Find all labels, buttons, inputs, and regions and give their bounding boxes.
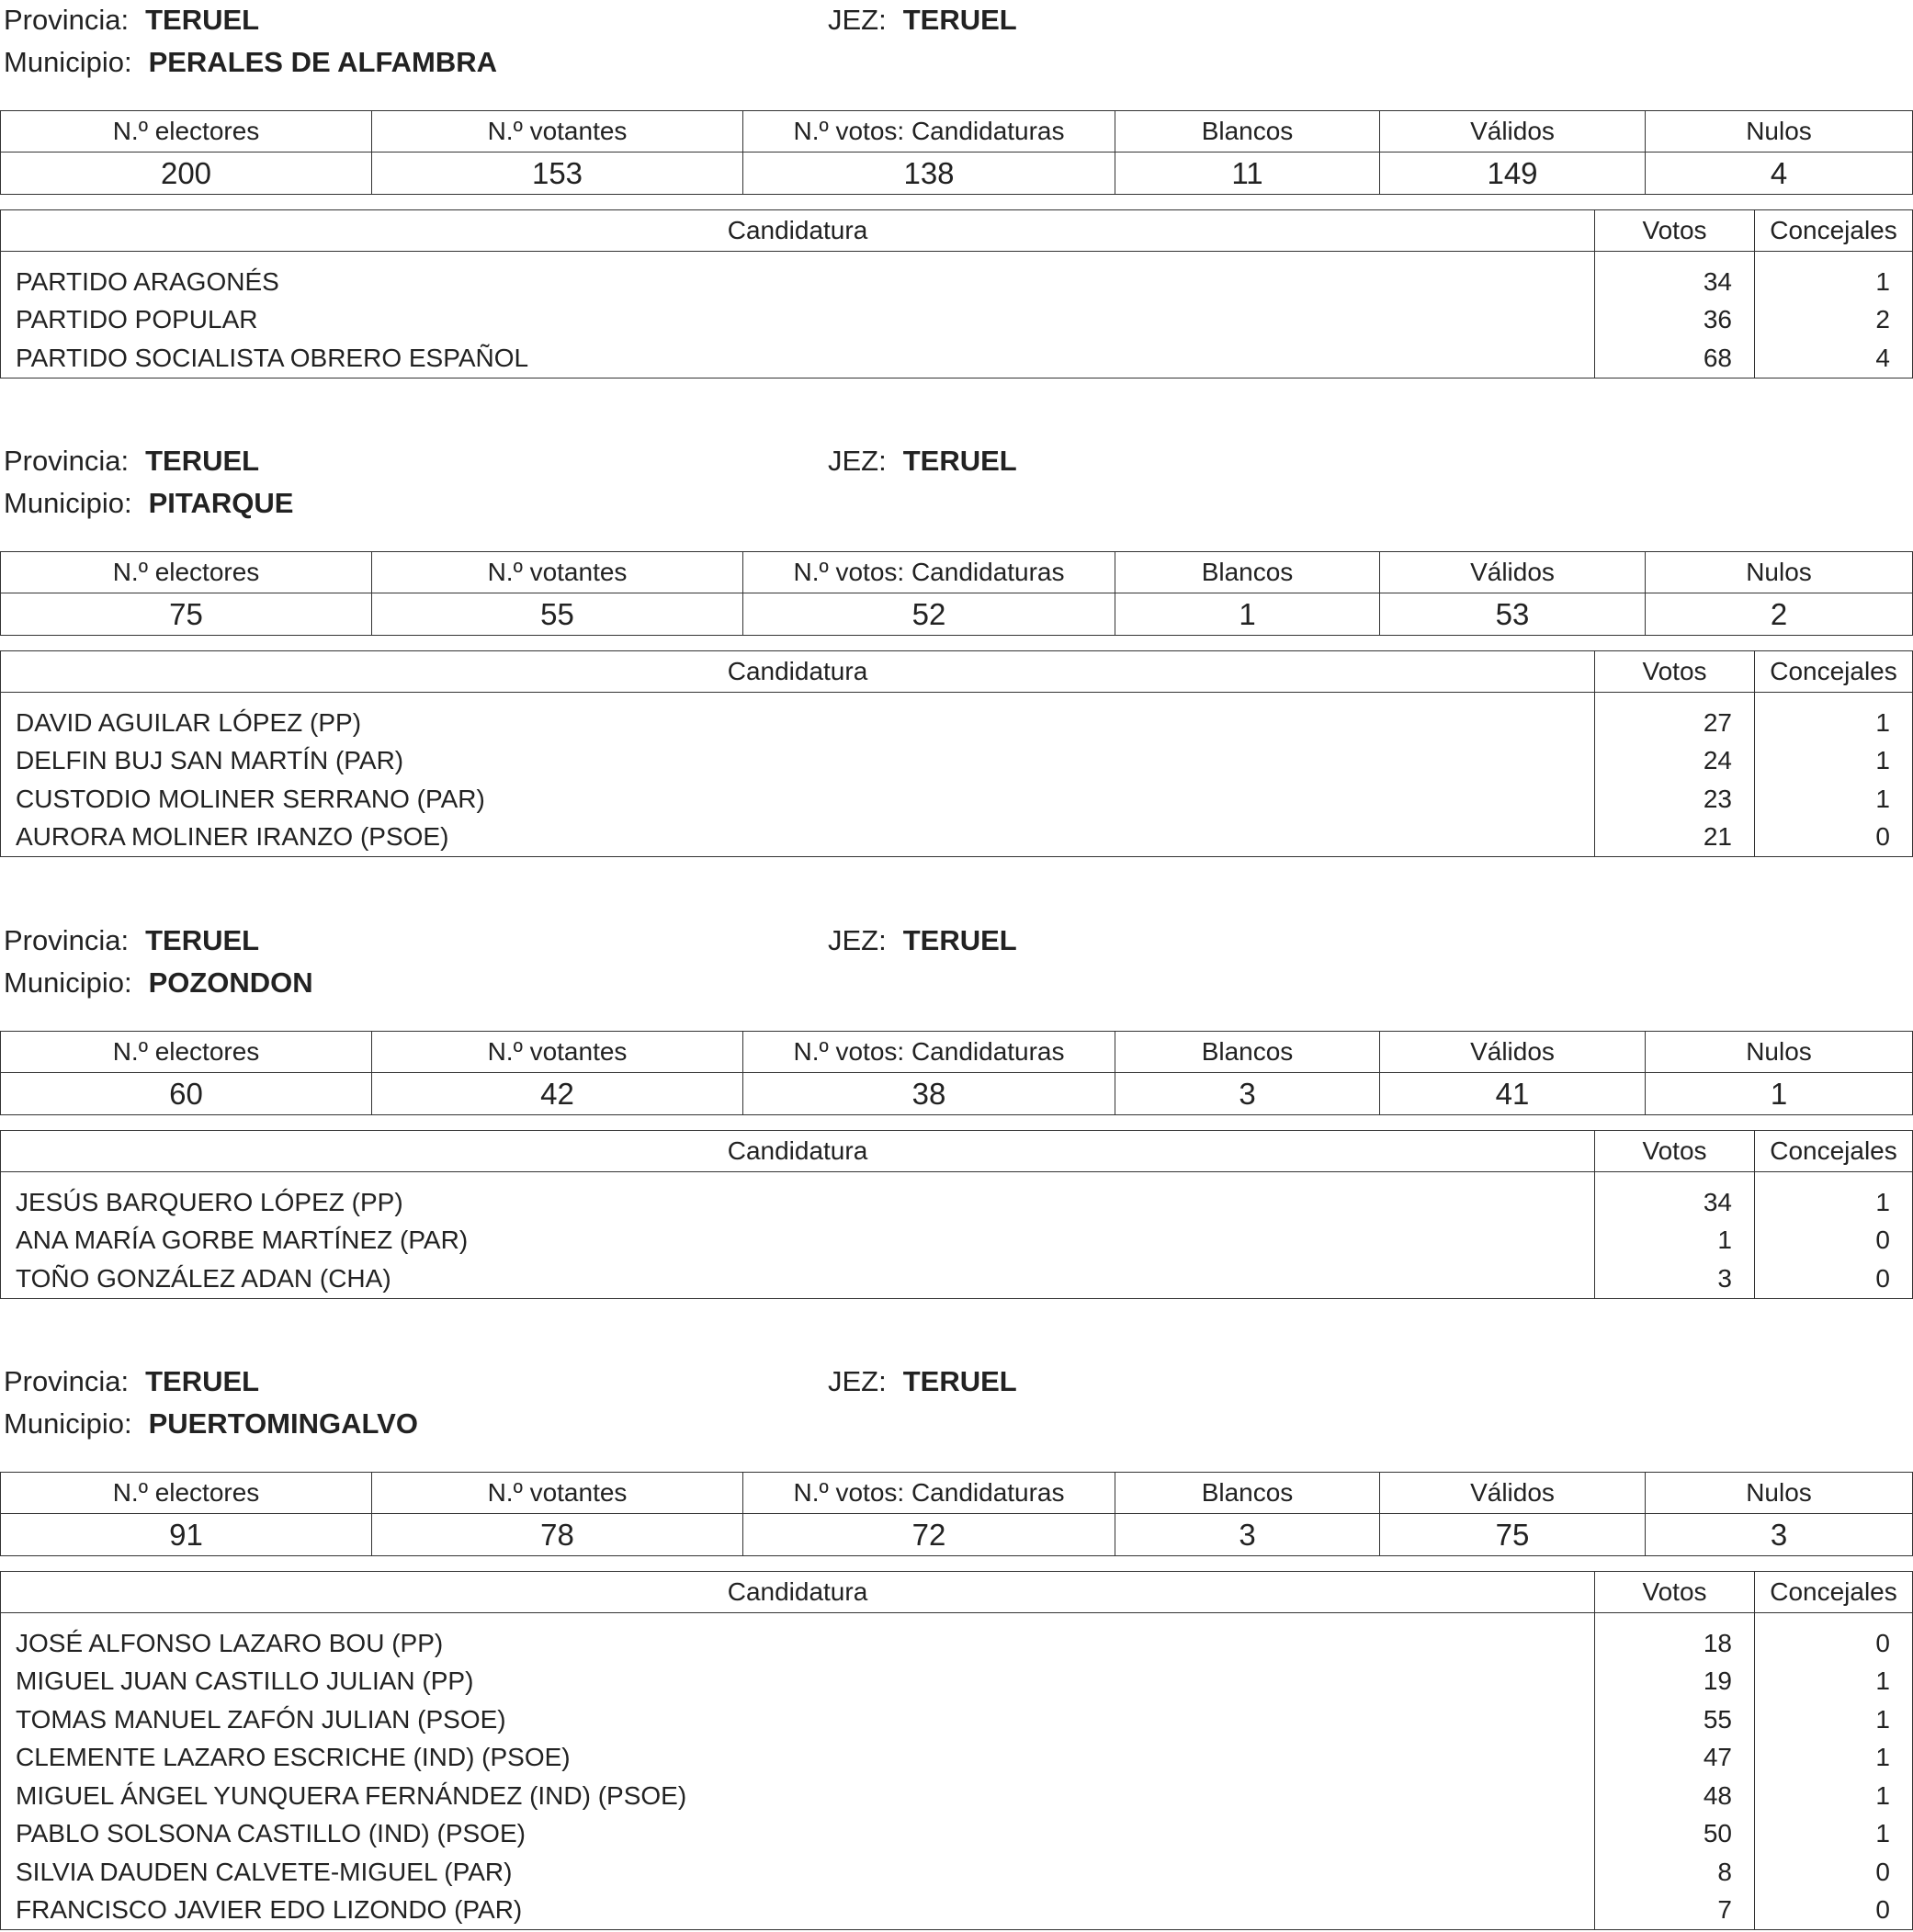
- spacer-cell: [1, 1613, 1595, 1625]
- section-header: [0, 441, 1913, 525]
- candidatura-row: [1, 301, 1913, 340]
- provincia-value: TERUEL: [145, 924, 260, 956]
- provincia-label: Provincia:: [4, 924, 130, 956]
- stats-table: [0, 1472, 1913, 1556]
- stats-value-blancos: 1: [1115, 593, 1380, 636]
- candidatura-votos: 50: [1595, 1815, 1755, 1854]
- jez-label: JEZ:: [828, 4, 887, 36]
- stats-header-validos: Válidos: [1380, 1032, 1646, 1073]
- spacer-cell: [1755, 252, 1913, 264]
- candidatura-concejales: 0: [1755, 1892, 1913, 1930]
- spacer-cell: [1595, 252, 1755, 264]
- candidatura-votos: 21: [1595, 819, 1755, 857]
- spacer-cell: [1595, 1172, 1755, 1184]
- stats-header-nulos: Nulos: [1646, 1032, 1913, 1073]
- candidatura-concejales: 1: [1755, 704, 1913, 742]
- candidatura-row: [1, 1853, 1913, 1892]
- votos-header: Votos: [1595, 210, 1755, 252]
- spacer-row: [1, 693, 1913, 705]
- municipio-line: [4, 965, 313, 1001]
- stats-header-votos-candidaturas: N.º votos: Candidaturas: [743, 1032, 1115, 1073]
- stats-value-votos-candidaturas: 38: [743, 1073, 1115, 1115]
- municipality-section: [0, 1361, 1913, 1925]
- candidatura-concejales: 0: [1755, 819, 1913, 857]
- stats-value-row: [1, 153, 1913, 195]
- stats-value-votantes: 78: [372, 1514, 743, 1556]
- stats-value-blancos: 3: [1115, 1073, 1380, 1115]
- candidatura-concejales: 1: [1755, 263, 1913, 301]
- provincia-line: [4, 443, 259, 480]
- candidatura-concejales: 1: [1755, 1183, 1913, 1222]
- stats-header-electores: N.º electores: [1, 1032, 372, 1073]
- candidatura-votos: 18: [1595, 1624, 1755, 1663]
- stats-value-nulos: 1: [1646, 1073, 1913, 1115]
- stats-header-electores: N.º electores: [1, 1473, 372, 1514]
- candidatura-votos: 1: [1595, 1222, 1755, 1260]
- stats-header-blancos: Blancos: [1115, 1032, 1380, 1073]
- spacer-cell: [1755, 693, 1913, 705]
- spacer-row: [1, 1172, 1913, 1184]
- stats-header-row: [1, 552, 1913, 593]
- stats-value-row: [1, 1073, 1913, 1115]
- candidatura-name: TOÑO GONZÁLEZ ADAN (CHA): [16, 1263, 391, 1293]
- candidatura-votos: 24: [1595, 742, 1755, 781]
- stats-value-votantes: 55: [372, 593, 743, 636]
- candidatura-concejales: 0: [1755, 1222, 1913, 1260]
- candidatura-row: [1, 742, 1913, 781]
- spacer-cell: [1595, 1613, 1755, 1625]
- stats-value-validos: 41: [1380, 1073, 1646, 1115]
- candidatura-concejales: 0: [1755, 1853, 1913, 1892]
- stats-value-blancos: 3: [1115, 1514, 1380, 1556]
- stats-value-votos-candidaturas: 72: [743, 1514, 1115, 1556]
- candidatura-row: [1, 1260, 1913, 1298]
- jez-label: JEZ:: [828, 924, 887, 956]
- candidatura-name: TOMAS MANUEL ZAFÓN JULIAN (PSOE): [16, 1704, 506, 1734]
- candidatura-row: [1, 1892, 1913, 1930]
- stats-header-votos-candidaturas: N.º votos: Candidaturas: [743, 552, 1115, 593]
- candidatura-name: JESÚS BARQUERO LÓPEZ (PP): [16, 1187, 403, 1216]
- jez-label: JEZ:: [828, 1365, 887, 1397]
- stats-header-votantes: N.º votantes: [372, 1032, 743, 1073]
- candidatura-name: PARTIDO POPULAR: [16, 305, 258, 334]
- municipality-section: [0, 921, 1913, 1293]
- municipio-label: Municipio:: [4, 966, 132, 999]
- candidatura-votos: 27: [1595, 704, 1755, 742]
- candidatura-concejales: 1: [1755, 1739, 1913, 1778]
- jez-line: [828, 1363, 1017, 1400]
- municipio-line: [4, 485, 293, 522]
- candidatura-header: Candidatura: [1, 1572, 1595, 1613]
- provincia-line: [4, 922, 259, 959]
- provincia-label: Provincia:: [4, 4, 130, 36]
- stats-header-nulos: Nulos: [1646, 111, 1913, 153]
- candidatura-row: [1, 704, 1913, 742]
- candidatura-name: PARTIDO ARAGONÉS: [16, 266, 279, 296]
- municipio-line: [4, 1406, 418, 1442]
- candidatura-row: [1, 1663, 1913, 1701]
- candidatura-row: [1, 263, 1913, 301]
- candidatura-name: JOSÉ ALFONSO LAZARO BOU (PP): [16, 1628, 444, 1657]
- stats-header-electores: N.º electores: [1, 552, 372, 593]
- concejales-header: Concejales: [1755, 1572, 1913, 1613]
- stats-header-row: [1, 1032, 1913, 1073]
- municipio-value: PERALES DE ALFAMBRA: [148, 46, 498, 78]
- candidaturas-header-row: [1, 1131, 1913, 1172]
- stats-header-votos-candidaturas: N.º votos: Candidaturas: [743, 1473, 1115, 1514]
- candidatura-name: MIGUEL JUAN CASTILLO JULIAN (PP): [16, 1666, 474, 1696]
- candidatura-name: DAVID AGUILAR LÓPEZ (PP): [16, 707, 362, 737]
- municipio-value: POZONDON: [148, 966, 313, 999]
- spacer-cell: [1755, 1172, 1913, 1184]
- spacer-row: [1, 1613, 1913, 1625]
- candidatura-votos: 55: [1595, 1700, 1755, 1739]
- stats-header-validos: Válidos: [1380, 111, 1646, 153]
- candidaturas-table: [0, 1571, 1913, 1930]
- provincia-value: TERUEL: [145, 1365, 260, 1397]
- stats-table: [0, 110, 1913, 195]
- candidatura-concejales: 0: [1755, 1624, 1913, 1663]
- candidaturas-header-row: [1, 651, 1913, 693]
- candidatura-name: SILVIA DAUDEN CALVETE-MIGUEL (PAR): [16, 1857, 513, 1886]
- candidatura-concejales: 1: [1755, 780, 1913, 819]
- candidatura-concejales: 2: [1755, 301, 1913, 340]
- municipality-section: [0, 0, 1913, 372]
- candidatura-row: [1, 1183, 1913, 1222]
- stats-table: [0, 551, 1913, 636]
- candidatura-votos: 19: [1595, 1663, 1755, 1701]
- stats-header-blancos: Blancos: [1115, 552, 1380, 593]
- stats-value-votos-candidaturas: 52: [743, 593, 1115, 636]
- candidaturas-table: [0, 650, 1913, 857]
- stats-value-electores: 200: [1, 153, 372, 195]
- provincia-label: Provincia:: [4, 445, 130, 477]
- candidatura-row: [1, 1700, 1913, 1739]
- votos-header: Votos: [1595, 1572, 1755, 1613]
- candidatura-name: DELFIN BUJ SAN MARTÍN (PAR): [16, 746, 404, 775]
- candidatura-votos: 8: [1595, 1853, 1755, 1892]
- provincia-label: Provincia:: [4, 1365, 130, 1397]
- stats-value-votantes: 42: [372, 1073, 743, 1115]
- municipio-label: Municipio:: [4, 46, 132, 78]
- candidatura-row: [1, 1777, 1913, 1815]
- stats-header-nulos: Nulos: [1646, 552, 1913, 593]
- municipio-value: PUERTOMINGALVO: [148, 1407, 418, 1440]
- candidatura-concejales: 1: [1755, 1700, 1913, 1739]
- candidatura-row: [1, 1739, 1913, 1778]
- candidatura-votos: 3: [1595, 1260, 1755, 1298]
- candidatura-concejales: 4: [1755, 339, 1913, 378]
- candidatura-votos: 34: [1595, 263, 1755, 301]
- provincia-line: [4, 1363, 259, 1400]
- stats-value-row: [1, 1514, 1913, 1556]
- candidatura-votos: 47: [1595, 1739, 1755, 1778]
- candidatura-votos: 34: [1595, 1183, 1755, 1222]
- candidaturas-table: [0, 1130, 1913, 1299]
- municipio-label: Municipio:: [4, 487, 132, 519]
- candidatura-name: MIGUEL ÁNGEL YUNQUERA FERNÁNDEZ (IND) (PSOE): [16, 1780, 687, 1810]
- stats-value-votos-candidaturas: 138: [743, 153, 1115, 195]
- stats-header-row: [1, 1473, 1913, 1514]
- jez-value: TERUEL: [902, 4, 1017, 36]
- candidatura-votos: 68: [1595, 339, 1755, 378]
- candidatura-row: [1, 1222, 1913, 1260]
- stats-value-votantes: 153: [372, 153, 743, 195]
- jez-value: TERUEL: [902, 1365, 1017, 1397]
- candidatura-votos: 48: [1595, 1777, 1755, 1815]
- stats-header-validos: Válidos: [1380, 1473, 1646, 1514]
- stats-header-votantes: N.º votantes: [372, 552, 743, 593]
- spacer-cell: [1, 693, 1595, 705]
- stats-value-validos: 53: [1380, 593, 1646, 636]
- stats-value-nulos: 3: [1646, 1514, 1913, 1556]
- jez-label: JEZ:: [828, 445, 887, 477]
- stats-value-validos: 149: [1380, 153, 1646, 195]
- stats-header-nulos: Nulos: [1646, 1473, 1913, 1514]
- stats-table: [0, 1031, 1913, 1115]
- section-header: [0, 1361, 1913, 1446]
- candidatura-concejales: 1: [1755, 1815, 1913, 1854]
- candidatura-name: PARTIDO SOCIALISTA OBRERO ESPAÑOL: [16, 343, 529, 372]
- concejales-header: Concejales: [1755, 1131, 1913, 1172]
- candidatura-concejales: 1: [1755, 1663, 1913, 1701]
- spacer-cell: [1755, 1613, 1913, 1625]
- spacer-cell: [1595, 693, 1755, 705]
- candidaturas-header-row: [1, 210, 1913, 252]
- candidatura-name: FRANCISCO JAVIER EDO LIZONDO (PAR): [16, 1895, 523, 1925]
- candidatura-votos: 23: [1595, 780, 1755, 819]
- stats-value-electores: 75: [1, 593, 372, 636]
- provincia-line: [4, 2, 259, 39]
- candidatura-name: PABLO SOLSONA CASTILLO (IND) (PSOE): [16, 1819, 526, 1848]
- stats-header-validos: Válidos: [1380, 552, 1646, 593]
- municipio-label: Municipio:: [4, 1407, 132, 1440]
- municipio-value: PITARQUE: [148, 487, 294, 519]
- candidatura-votos: 7: [1595, 1892, 1755, 1930]
- municipio-line: [4, 44, 497, 81]
- stats-value-electores: 60: [1, 1073, 372, 1115]
- spacer-cell: [1, 252, 1595, 264]
- candidatura-row: [1, 1815, 1913, 1854]
- stats-value-blancos: 11: [1115, 153, 1380, 195]
- stats-value-nulos: 4: [1646, 153, 1913, 195]
- candidatura-header: Candidatura: [1, 1131, 1595, 1172]
- stats-header-blancos: Blancos: [1115, 111, 1380, 153]
- jez-line: [828, 2, 1017, 39]
- stats-header-blancos: Blancos: [1115, 1473, 1380, 1514]
- candidatura-name: AURORA MOLINER IRANZO (PSOE): [16, 822, 449, 852]
- candidatura-concejales: 0: [1755, 1260, 1913, 1298]
- candidatura-concejales: 1: [1755, 1777, 1913, 1815]
- stats-header-electores: N.º electores: [1, 111, 372, 153]
- candidaturas-table: [0, 209, 1913, 378]
- candidaturas-header-row: [1, 1572, 1913, 1613]
- candidatura-row: [1, 780, 1913, 819]
- stats-header-votos-candidaturas: N.º votos: Candidaturas: [743, 111, 1115, 153]
- jez-line: [828, 443, 1017, 480]
- provincia-value: TERUEL: [145, 4, 260, 36]
- section-header: [0, 0, 1913, 85]
- candidatura-votos: 36: [1595, 301, 1755, 340]
- candidatura-name: ANA MARÍA GORBE MARTÍNEZ (PAR): [16, 1226, 469, 1255]
- concejales-header: Concejales: [1755, 651, 1913, 693]
- candidatura-concejales: 1: [1755, 742, 1913, 781]
- stats-value-nulos: 2: [1646, 593, 1913, 636]
- stats-header-votantes: N.º votantes: [372, 1473, 743, 1514]
- votos-header: Votos: [1595, 1131, 1755, 1172]
- concejales-header: Concejales: [1755, 210, 1913, 252]
- jez-line: [828, 922, 1017, 959]
- votos-header: Votos: [1595, 651, 1755, 693]
- section-header: [0, 921, 1913, 1005]
- spacer-row: [1, 252, 1913, 264]
- jez-value: TERUEL: [902, 445, 1017, 477]
- jez-value: TERUEL: [902, 924, 1017, 956]
- candidatura-name: CLEMENTE LAZARO ESCRICHE (IND) (PSOE): [16, 1743, 571, 1772]
- candidatura-name: CUSTODIO MOLINER SERRANO (PAR): [16, 784, 485, 813]
- municipality-section: [0, 441, 1913, 852]
- candidatura-header: Candidatura: [1, 651, 1595, 693]
- stats-value-validos: 75: [1380, 1514, 1646, 1556]
- stats-header-row: [1, 111, 1913, 153]
- stats-value-electores: 91: [1, 1514, 372, 1556]
- candidatura-header: Candidatura: [1, 210, 1595, 252]
- stats-header-votantes: N.º votantes: [372, 111, 743, 153]
- provincia-value: TERUEL: [145, 445, 260, 477]
- candidatura-row: [1, 1624, 1913, 1663]
- spacer-cell: [1, 1172, 1595, 1184]
- candidatura-row: [1, 819, 1913, 857]
- stats-value-row: [1, 593, 1913, 636]
- candidatura-row: [1, 339, 1913, 378]
